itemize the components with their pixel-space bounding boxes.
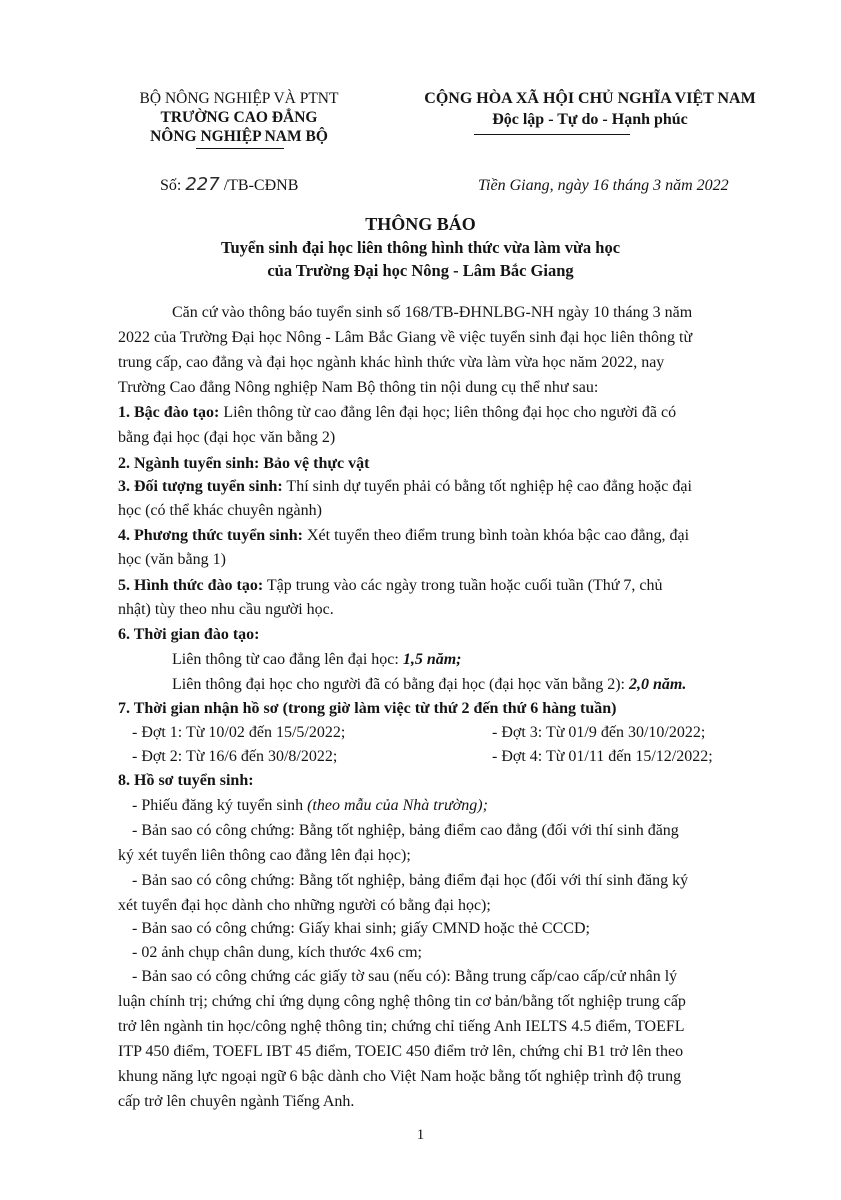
handwritten-number: 227: [185, 174, 220, 195]
section-5-line-2: nhật) tùy theo nhu cầu người học.: [118, 601, 334, 618]
intro-line-1: Căn cứ vào thông báo tuyển sinh số 168/TB-ĐHNLBG-NH ngày 10 tháng 3 năm: [172, 304, 693, 321]
section-3: [118, 478, 692, 496]
section-6-line-1-text: Liên thông từ cao đẳng lên đại học:: [172, 651, 403, 668]
section-5-heading: 5. Hình thức đào tạo:: [118, 577, 264, 594]
school-name-line1: TRƯỜNG CAO ĐẲNG: [160, 109, 318, 126]
section-8-item-6c: trở lên ngành tin học/công nghệ thông tin; chứng chỉ tiếng Anh IELTS 4.5 điểm, TOEFL: [118, 1018, 685, 1035]
section-8-item-6a: - Bản sao có công chứng các giấy tờ sau (nếu có): Bằng trung cấp/cao cấp/cử nhân lý: [132, 968, 678, 985]
batch-3: - Đợt 3: Từ 01/9 đến 30/10/2022;: [492, 724, 706, 741]
document-number: [160, 174, 298, 195]
header-right: [380, 90, 800, 129]
section-6-heading: 6. Thời gian đào tạo:: [118, 626, 260, 643]
section-4-line-2: học (văn bằng 1): [118, 551, 226, 568]
school-name-line2-text: NÔNG NGHIỆP NAM BỘ: [150, 128, 328, 145]
batch-2: - Đợt 2: Từ 16/6 đến 30/8/2022;: [132, 748, 338, 765]
page-number: 1: [416, 1127, 425, 1143]
section-6-line-2-text: Liên thông đại học cho người đã có bằng đại học (đại học văn bằng 2):: [172, 676, 629, 693]
header-left-underline: [196, 148, 284, 149]
section-3-line-2: học (có thể khác chuyên ngành): [118, 502, 322, 519]
section-5-text: Tập trung vào các ngày trong tuần hoặc cuối tuần (Thứ 7, chủ: [263, 577, 663, 594]
section-4-text: Xét tuyển theo điểm trung bình toàn khóa bậc cao đẳng, đại: [302, 527, 690, 544]
section-8-item-6d: ITP 450 điểm, TOEFL IBT 45 điểm, TOEIC 450 điểm trở lên, chứng chỉ B1 trở lên theo: [118, 1043, 684, 1060]
section-8-item-1-text: - Phiếu đăng ký tuyển sinh: [132, 797, 308, 814]
section-8-item-5: - 02 ảnh chụp chân dung, kích thước 4x6 cm;: [132, 944, 422, 961]
section-5: [118, 577, 663, 595]
document-title: THÔNG BÁO: [365, 214, 476, 234]
section-2-heading: 2. Ngành tuyển sinh: Bảo vệ thực vật: [118, 455, 370, 472]
section-3-text: Thí sinh dự tuyển phải có bằng tốt nghiệp hệ cao đẳng hoặc đại: [282, 478, 692, 495]
section-8-item-4: - Bản sao có công chứng: Giấy khai sinh; giấy CMND hoặc thẻ CCCD;: [132, 920, 590, 937]
section-8-item-6f: cấp trở lên chuyên ngành Tiếng Anh.: [118, 1093, 355, 1110]
section-7-heading: 7. Thời gian nhận hồ sơ (trong giờ làm việc từ thứ 2 đến thứ 6 hàng tuần): [118, 700, 617, 717]
title-subtitle-2: của Trường Đại học Nông - Lâm Bắc Giang: [267, 261, 574, 280]
section-1-line-2: bằng đại học (đại học văn bằng 2): [118, 429, 336, 446]
section-1-heading: 1. Bậc đào tạo:: [118, 404, 220, 421]
section-8-item-2a: - Bản sao có công chứng: Bằng tốt nghiệp, bảng điểm cao đẳng (đối với thí sinh đăng: [132, 822, 679, 839]
batch-1: - Đợt 1: Từ 10/02 đến 15/5/2022;: [132, 724, 346, 741]
section-8-item-3a: - Bản sao có công chứng: Bằng tốt nghiệp, bảng điểm đại học (đối với thí sinh đăng ký: [132, 872, 689, 889]
section-8-item-1: [132, 797, 488, 815]
section-6-line-2: [172, 676, 686, 694]
section-8-item-3b: xét tuyển đại học dành cho những người có bằng đại học);: [118, 897, 491, 914]
place-date: Tiền Giang, ngày 16 tháng 3 năm 2022: [478, 177, 729, 194]
section-8-item-2b: ký xét tuyển liên thông cao đẳng lên đại học);: [118, 847, 411, 864]
number-prefix: Số:: [160, 177, 182, 194]
section-8-item-1-note: (theo mẫu của Nhà trường);: [307, 797, 488, 814]
section-8-heading: 8. Hồ sơ tuyển sinh:: [118, 772, 254, 789]
section-8-item-6b: luận chính trị; chứng chỉ ứng dụng công nghệ thông tin cơ bản/bằng tốt nghiệp trung cấp: [118, 993, 686, 1010]
motto: Độc lập - Tự do - Hạnh phúc: [492, 111, 688, 128]
intro-line-2: 2022 của Trường Đại học Nông - Lâm Bắc Giang về việc tuyển sinh đại học liên thông từ: [118, 329, 693, 346]
motto-underline: [474, 134, 630, 135]
batch-4: - Đợt 4: Từ 01/11 đến 15/12/2022;: [492, 748, 713, 765]
section-4-heading: 4. Phương thức tuyển sinh:: [118, 527, 303, 544]
section-6-line-1: [172, 651, 462, 669]
republic-name: CỘNG HÒA XÃ HỘI CHỦ NGHĨA VIỆT NAM: [424, 90, 756, 107]
intro-line-4: Trường Cao đẳng Nông nghiệp Nam Bộ thông tin nội dung cụ thể như sau:: [118, 379, 599, 396]
intro-line-3: trung cấp, cao đẳng và đại học ngành khác hình thức vừa làm vừa học năm 2022, nay: [118, 354, 665, 371]
number-suffix: /TB-CĐNB: [223, 177, 299, 194]
section-1-text: Liên thông từ cao đẳng lên đại học; liên thông đại học cho người đã có: [219, 404, 677, 421]
header-left: [108, 90, 370, 146]
ministry-name: BỘ NÔNG NGHIỆP VÀ PTNT: [139, 90, 339, 107]
section-4: [118, 527, 689, 545]
school-name-line2: [108, 128, 370, 146]
section-8-item-6e: khung năng lực ngoại ngữ 6 bậc dành cho Việt Nam hoặc bằng tốt nghiệp trình độ trung: [118, 1068, 682, 1085]
section-1: [118, 404, 676, 422]
title-subtitle-1: Tuyển sinh đại học liên thông hình thức vừa làm vừa học: [220, 238, 621, 257]
section-3-heading: 3. Đối tượng tuyển sinh:: [118, 478, 283, 495]
section-6-line-1-value: 1,5 năm;: [402, 651, 462, 668]
section-6-line-2-value: 2,0 năm.: [629, 676, 687, 693]
